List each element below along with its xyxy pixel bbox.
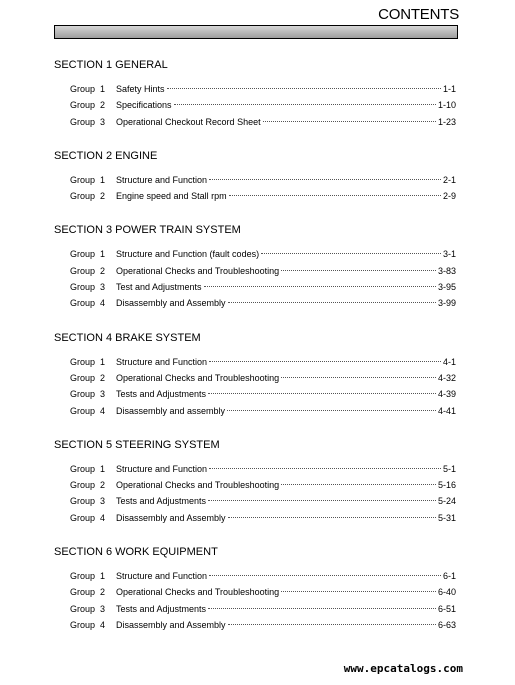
dot-leader [263, 121, 436, 122]
section-block [54, 59, 456, 130]
dot-leader [209, 361, 441, 362]
entry-title: Tests and Adjustments [116, 496, 207, 507]
dot-leader [281, 591, 436, 592]
page-number: 3-95 [437, 282, 456, 293]
toc-entry[interactable] [54, 354, 456, 370]
page-number: 4-41 [437, 405, 456, 416]
page-number: 3-99 [437, 298, 456, 309]
toc-entry[interactable] [54, 510, 456, 526]
page-number: 5-16 [437, 480, 456, 491]
entry-title: Structure and Function (fault codes) [116, 249, 260, 260]
page-number: 2-1 [442, 174, 456, 185]
section-heading: SECTION 2 ENGINE [54, 149, 158, 162]
toc-entry[interactable] [54, 279, 456, 295]
toc-entry[interactable] [54, 172, 456, 188]
entry-title: Operational Checks and Troubleshooting [116, 480, 280, 491]
entry-title: Tests and Adjustments [116, 603, 207, 614]
page-number: 6-51 [437, 603, 456, 614]
entry-title: Operational Checks and Troubleshooting [116, 265, 280, 276]
group-label: Group 3 [70, 389, 106, 400]
group-label: Group 1 [70, 356, 106, 367]
page-number: 6-63 [437, 619, 456, 630]
group-label: Group 3 [70, 603, 106, 614]
group-label: Group 1 [70, 249, 106, 260]
group-label: Group 1 [70, 463, 106, 474]
entry-title: Tests and Adjustments [116, 389, 207, 400]
section-block [54, 546, 456, 633]
entry-title: Operational Checkout Record Sheet [116, 116, 261, 127]
page-number: 3-83 [437, 265, 456, 276]
dot-leader [208, 608, 436, 609]
dot-leader [208, 393, 436, 394]
entry-title: Disassembly and assembly [116, 405, 226, 416]
page-number: 5-1 [442, 463, 456, 474]
dot-leader [209, 468, 441, 469]
entry-title: Disassembly and Assembly [116, 512, 226, 523]
toc-entry[interactable] [54, 477, 456, 493]
toc-entry[interactable] [54, 601, 456, 617]
entry-title: Operational Checks and Troubleshooting [116, 587, 280, 598]
entry-title: Structure and Function [116, 356, 208, 367]
group-label: Group 1 [70, 84, 106, 94]
dot-leader [209, 179, 441, 180]
page-number: 6-1 [442, 571, 456, 582]
page-number: 1-1 [442, 84, 456, 94]
section-block [54, 439, 456, 526]
group-label: Group 2 [70, 265, 106, 276]
page-number: 1-23 [437, 116, 456, 127]
group-label: Group 3 [70, 496, 106, 507]
group-label: Group 3 [70, 282, 106, 293]
page-number: 4-39 [437, 389, 456, 400]
page-number: 5-24 [437, 496, 456, 507]
toc-entry[interactable] [54, 461, 456, 477]
section-heading: SECTION 6 WORK EQUIPMENT [54, 546, 218, 559]
group-label: Group 2 [70, 587, 106, 598]
entry-title: Engine speed and Stall rpm [116, 191, 227, 202]
dot-leader [229, 195, 441, 196]
section-heading: SECTION 4 BRAKE SYSTEM [54, 331, 201, 344]
page-number: 4-1 [442, 356, 456, 367]
page-number: 1-10 [437, 100, 456, 111]
group-label: Group 2 [70, 372, 106, 383]
toc-entry[interactable] [54, 97, 456, 113]
toc-entry[interactable] [54, 386, 456, 402]
dot-leader [209, 575, 441, 576]
dot-leader [228, 624, 436, 625]
toc-entry[interactable] [54, 493, 456, 509]
toc-entry[interactable] [54, 295, 456, 311]
section-block [54, 332, 456, 419]
page-title: CONTENTS [378, 6, 459, 23]
dot-leader [261, 253, 441, 254]
group-label: Group 4 [70, 619, 106, 630]
dot-leader [281, 377, 436, 378]
dot-leader [174, 104, 436, 105]
section-block [54, 224, 456, 311]
toc-entry[interactable] [54, 370, 456, 386]
dot-leader [228, 302, 436, 303]
group-label: Group 3 [70, 116, 106, 127]
entry-title: Structure and Function [116, 174, 208, 185]
page-number: 2-9 [442, 191, 456, 202]
entry-title: Disassembly and Assembly [116, 619, 226, 630]
page-number: 3-1 [442, 249, 456, 260]
group-label: Group 4 [70, 512, 106, 523]
page-number: 5-31 [437, 512, 456, 523]
entry-title: Test and Adjustments [116, 282, 202, 293]
toc-entry[interactable] [54, 403, 456, 419]
dot-leader [167, 88, 441, 89]
group-label: Group 2 [70, 100, 106, 111]
entry-title: Operational Checks and Troubleshooting [116, 372, 280, 383]
entry-title: Structure and Function [116, 463, 208, 474]
contents-list [54, 59, 456, 653]
section-heading: SECTION 3 POWER TRAIN SYSTEM [54, 224, 241, 237]
toc-entry[interactable] [54, 81, 456, 97]
title-bar [54, 25, 458, 39]
footer-url[interactable]: www.epcatalogs.com [343, 662, 463, 675]
section-heading: SECTION 5 STEERING SYSTEM [54, 438, 220, 451]
toc-entry[interactable] [54, 617, 456, 633]
toc-entry[interactable] [54, 568, 456, 584]
entry-title: Disassembly and Assembly [116, 298, 226, 309]
section-block [54, 150, 456, 205]
dot-leader [281, 270, 436, 271]
dot-leader [227, 410, 436, 411]
entry-title: Safety Hints [116, 84, 165, 94]
dot-leader [281, 484, 436, 485]
group-label: Group 1 [70, 571, 106, 582]
dot-leader [208, 500, 436, 501]
dot-leader [228, 517, 436, 518]
group-label: Group 1 [70, 174, 106, 185]
page-number: 4-32 [437, 372, 456, 383]
group-label: Group 4 [70, 405, 106, 416]
toc-entry[interactable] [54, 246, 456, 262]
group-label: Group 2 [70, 480, 106, 491]
group-label: Group 2 [70, 191, 106, 202]
entry-title: Structure and Function [116, 571, 208, 582]
entry-title: Specifications [116, 100, 172, 111]
page-number: 6-40 [437, 587, 456, 598]
dot-leader [204, 286, 436, 287]
toc-entry[interactable] [54, 584, 456, 600]
group-label: Group 4 [70, 298, 106, 309]
section-heading: SECTION 1 GENERAL [54, 59, 168, 71]
toc-entry[interactable] [54, 188, 456, 204]
toc-entry[interactable] [54, 114, 456, 130]
toc-entry[interactable] [54, 263, 456, 279]
